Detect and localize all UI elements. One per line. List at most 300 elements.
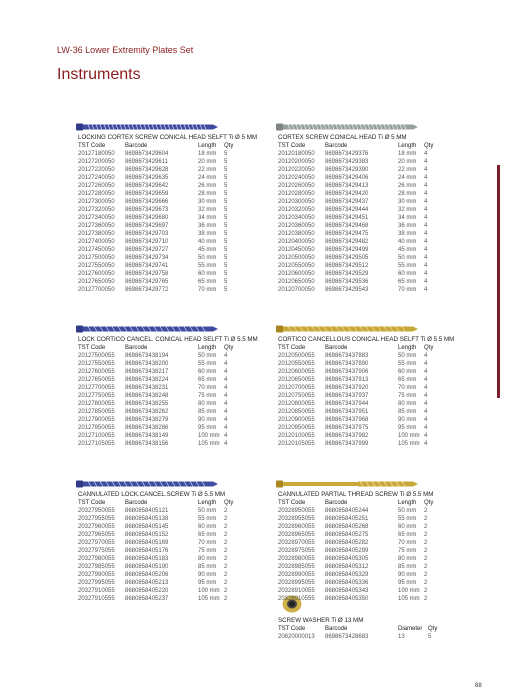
table-row	[78, 222, 257, 230]
cell-barcode: 8698673429611	[125, 159, 168, 165]
cell-length: 80 mm	[398, 401, 417, 407]
cell-length: 105 mm	[398, 441, 420, 447]
cell-barcode: 8698673429642	[125, 183, 169, 189]
cell-length: 50 mm	[398, 353, 417, 359]
table-row	[278, 158, 438, 166]
cell-tst-code: 20120550050	[278, 263, 315, 269]
catalog-set-title: LW-36 Lower Extremity Plates Set	[57, 45, 194, 55]
table-row	[78, 174, 257, 182]
cell-length: 60 mm	[398, 369, 417, 375]
cell-tst-code: 20328910555	[278, 596, 315, 602]
cell-qty: 4	[424, 417, 428, 423]
cell-qty: 2	[224, 564, 228, 570]
table-row	[78, 270, 257, 278]
cell-length: 90 mm	[398, 417, 417, 423]
cell-length: 85 mm	[398, 564, 417, 570]
cell-tst-code: 20328970055	[278, 540, 315, 546]
table-title: CORTEX SCREW CONICAL HEAD Ti Ø 5 MM	[278, 134, 407, 141]
cell-length: 105 mm	[198, 596, 220, 602]
cell-tst-code: 20120800055	[278, 401, 315, 407]
table-row	[278, 278, 438, 286]
cell-length: 20 mm	[198, 159, 217, 165]
cell-tst-code: 20127950055	[78, 425, 115, 431]
table-row	[278, 432, 454, 440]
cell-qty: 2	[224, 524, 228, 530]
cell-qty: 2	[224, 548, 228, 554]
cell-tst-code: 20820000013	[278, 634, 315, 640]
table-row	[278, 587, 438, 595]
table-row	[78, 384, 258, 392]
table-row	[78, 360, 258, 368]
cell-barcode: 8698673429543	[325, 287, 369, 293]
cell-qty: 2	[224, 508, 228, 514]
page-number: 88	[475, 683, 482, 689]
cell-tst-code: 20127550055	[78, 361, 115, 367]
table-row	[78, 507, 238, 515]
cell-qty: 5	[224, 279, 228, 285]
cell-tst-code: 20127450050	[78, 247, 115, 253]
cell-qty: 2	[224, 588, 228, 594]
section-title: Instruments	[57, 66, 141, 83]
table-body	[278, 352, 454, 448]
cell-length: 26 mm	[198, 183, 217, 189]
table-row	[278, 270, 438, 278]
cell-qty: 2	[424, 556, 428, 562]
cell-qty: 2	[424, 532, 428, 538]
cell-tst-code: 20120100055	[278, 433, 315, 439]
col-length: Length	[398, 143, 417, 149]
table-locking-cortex-screw	[78, 134, 257, 294]
cell-tst-code: 20127550050	[78, 263, 115, 269]
cell-qty: 4	[224, 361, 228, 367]
table-row	[278, 286, 438, 294]
cell-barcode: 8698673438194	[125, 353, 169, 359]
table-row	[278, 190, 438, 198]
cell-tst-code: 20120500055	[278, 353, 315, 359]
cell-tst-code: 20120105055	[278, 441, 315, 447]
table-row	[278, 384, 454, 392]
table-row	[278, 555, 438, 563]
cell-length: 70 mm	[198, 540, 217, 546]
cell-qty: 5	[224, 263, 228, 269]
table-row	[78, 563, 238, 571]
cell-qty: 2	[224, 532, 228, 538]
col-barcode: Barcode	[125, 345, 148, 351]
cell-length: 60 mm	[398, 524, 417, 530]
table-body	[78, 150, 257, 294]
cell-qty: 2	[224, 596, 228, 602]
cell-tst-code: 20120200050	[278, 159, 315, 165]
cell-length: 24 mm	[398, 175, 417, 181]
cell-barcode: 8680858405329	[325, 572, 369, 578]
table-row	[78, 214, 257, 222]
cell-barcode: 8680858405244	[325, 508, 369, 514]
cell-qty: 5	[224, 231, 228, 237]
table-row	[278, 230, 438, 238]
cell-barcode: 8698673429512	[325, 263, 369, 269]
cell-length: 50 mm	[398, 255, 417, 261]
cell-length: 105 mm	[198, 441, 220, 447]
cell-length: 85 mm	[198, 409, 217, 415]
table-row	[278, 238, 438, 246]
cell-length: 40 mm	[198, 239, 217, 245]
cell-barcode: 8680858405312	[325, 564, 369, 570]
cell-barcode: 8698673429772	[125, 287, 169, 293]
cell-tst-code: 20127850055	[78, 409, 115, 415]
cell-tst-code: 20127800055	[78, 401, 115, 407]
cell-qty: 4	[224, 425, 228, 431]
cell-tst-code: 20127300050	[78, 199, 115, 205]
cell-length: 28 mm	[398, 191, 417, 197]
table-row	[278, 222, 438, 230]
cell-tst-code: 20127600055	[78, 369, 115, 375]
col-tst-code: TST Code	[278, 500, 306, 506]
cannulated-lock-cancel-screw-image	[76, 480, 218, 488]
cell-qty: 2	[224, 556, 228, 562]
cell-barcode: 8698673429635	[125, 175, 169, 181]
cell-length: 75 mm	[198, 393, 217, 399]
cell-qty: 4	[424, 271, 428, 277]
cell-qty: 4	[424, 207, 428, 213]
cell-barcode: 8680858405190	[125, 564, 169, 570]
cell-barcode: 8698673437913	[325, 377, 369, 383]
table-body	[78, 507, 238, 603]
table-row	[278, 174, 438, 182]
table-header-row	[78, 142, 257, 150]
cell-length: 38 mm	[198, 231, 217, 237]
cell-qty: 4	[424, 223, 428, 229]
table-row	[78, 262, 257, 270]
table-row	[78, 368, 258, 376]
cell-qty: 4	[424, 247, 428, 253]
cell-length: 45 mm	[398, 247, 417, 253]
cell-qty: 4	[224, 369, 228, 375]
col-tst-code: TST Code	[278, 345, 306, 351]
table-row	[78, 440, 258, 448]
cell-qty: 4	[424, 231, 428, 237]
col-tst-code: TST Code	[278, 143, 306, 149]
table-row	[78, 150, 257, 158]
cell-tst-code: 20328975055	[278, 548, 315, 554]
cell-qty: 5	[224, 199, 228, 205]
cell-length: 80 mm	[198, 556, 217, 562]
cell-tst-code: 20328950055	[278, 508, 315, 514]
cell-qty: 5	[224, 287, 228, 293]
cell-tst-code: 20127500055	[78, 353, 115, 359]
cell-barcode: 8698673437968	[325, 417, 369, 423]
cell-length: 95 mm	[398, 425, 417, 431]
cell-qty: 5	[224, 271, 228, 277]
cell-length: 65 mm	[398, 279, 417, 285]
lock-cortico-cancel-screw-image	[76, 325, 218, 333]
table-header-row	[278, 344, 454, 352]
col-qty: Qty	[424, 143, 434, 149]
table-title: CANNULATED PARTIAL THREAD SCREW Ti Ø 5.5 MM	[278, 491, 434, 498]
cell-qty: 2	[424, 516, 428, 522]
cell-barcode: 8698673438224	[125, 377, 169, 383]
table-row	[78, 206, 257, 214]
cell-length: 70 mm	[398, 540, 417, 546]
cell-tst-code: 20327975055	[78, 548, 115, 554]
cell-barcode: 8698673437937	[325, 393, 369, 399]
table-row	[78, 531, 238, 539]
cell-length: 70 mm	[198, 385, 217, 391]
table-row	[78, 376, 258, 384]
cell-barcode: 8680858405275	[325, 532, 369, 538]
cell-tst-code: 20127200050	[78, 159, 115, 165]
cell-tst-code: 20328980055	[278, 556, 315, 562]
cell-qty: 4	[424, 215, 428, 221]
col-qty: Qty	[224, 345, 234, 351]
cell-qty: 4	[224, 409, 228, 415]
cell-diameter: 13	[398, 634, 405, 640]
cell-qty: 4	[424, 433, 428, 439]
cell-tst-code: 20327960055	[78, 524, 115, 530]
cell-tst-code: 20120600055	[278, 369, 315, 375]
cell-barcode: 8680858405206	[125, 572, 169, 578]
cell-qty: 2	[224, 580, 228, 586]
cell-length: 105 mm	[398, 596, 420, 602]
cell-length: 55 mm	[398, 516, 417, 522]
cell-qty: 4	[424, 385, 428, 391]
cell-tst-code: 20120450050	[278, 247, 315, 253]
cell-barcode: 8698673429420	[325, 191, 369, 197]
cell-barcode: 8698673438248	[125, 393, 169, 399]
cell-barcode: 8680858405152	[125, 532, 169, 538]
col-qty: Qty	[424, 500, 434, 506]
cell-qty: 4	[424, 393, 428, 399]
cell-barcode: 8698673429734	[125, 255, 169, 261]
table-row	[278, 150, 438, 158]
cell-length: 55 mm	[198, 516, 217, 522]
cell-qty: 4	[224, 401, 228, 407]
cell-tst-code: 20327990055	[78, 572, 115, 578]
cell-length: 50 mm	[198, 255, 217, 261]
table-row	[78, 182, 257, 190]
table-cannulated-partial-thread	[278, 491, 438, 603]
cell-tst-code: 20328960055	[278, 524, 315, 530]
cell-tst-code: 20120650055	[278, 377, 315, 383]
table-row	[278, 376, 454, 384]
cell-tst-code: 20127240050	[78, 175, 115, 181]
cell-barcode: 8698673429666	[125, 199, 169, 205]
cell-barcode: 8698673429529	[325, 271, 369, 277]
table-row	[78, 254, 257, 262]
cell-barcode: 8698673429376	[325, 151, 369, 157]
cell-barcode: 8680858405176	[125, 548, 169, 554]
cell-tst-code: 20120320050	[278, 207, 315, 213]
cell-qty: 2	[424, 508, 428, 514]
table-row	[278, 198, 438, 206]
cell-length: 28 mm	[198, 191, 217, 197]
cell-barcode: 8698673429758	[125, 271, 169, 277]
table-row	[78, 198, 257, 206]
cell-barcode: 8698673437951	[325, 409, 369, 415]
cell-length: 38 mm	[398, 231, 417, 237]
table-row	[78, 432, 258, 440]
col-diameter: Diameter	[398, 626, 423, 632]
table-body	[278, 633, 442, 641]
cell-tst-code: 20120900055	[278, 417, 315, 423]
cell-qty: 2	[424, 580, 428, 586]
cell-barcode: 8698673438217	[125, 369, 169, 375]
table-title: CORTICO CANCELLOUS CONICAL HEAD SELFT Ti Ø 5.5 MM	[278, 336, 455, 343]
table-row	[78, 595, 238, 603]
table-row	[278, 531, 438, 539]
cortico-cancellous-screw-image	[276, 325, 418, 333]
cell-barcode: 8680858405183	[125, 556, 169, 562]
cell-qty: 4	[424, 159, 428, 165]
table-row	[78, 408, 258, 416]
table-lock-cortico-cancel	[78, 336, 258, 448]
table-row	[78, 158, 257, 166]
cell-qty: 4	[424, 279, 428, 285]
cell-barcode: 8698673437999	[325, 441, 369, 447]
table-row	[278, 633, 442, 641]
cell-qty: 2	[224, 516, 228, 522]
cell-tst-code: 20127220050	[78, 167, 115, 173]
cell-qty: 4	[424, 353, 428, 359]
cell-barcode: 8698673438156	[125, 441, 169, 447]
table-row	[278, 563, 438, 571]
cell-qty: 5	[224, 151, 228, 157]
col-length: Length	[398, 345, 417, 351]
table-title: LOCKING CORTEX SCREW CONICAL HEAD SELFT Ti Ø 5 MM	[78, 134, 258, 141]
cell-tst-code: 20328955055	[278, 516, 315, 522]
table-row	[78, 579, 238, 587]
table-cortex-screw	[278, 134, 438, 294]
table-row	[78, 246, 257, 254]
cell-qty: 5	[224, 223, 228, 229]
cell-length: 20 mm	[398, 159, 417, 165]
table-row	[78, 539, 238, 547]
cell-barcode: 8698673429482	[325, 239, 369, 245]
cell-length: 75 mm	[198, 548, 217, 554]
cell-qty: 5	[224, 175, 228, 181]
cell-qty: 4	[224, 417, 228, 423]
cell-barcode: 8698673438200	[125, 361, 169, 367]
cell-barcode: 8698673438286	[125, 425, 169, 431]
table-title: SCREW WASHER Ti Ø 13 MM	[278, 617, 364, 624]
cell-barcode: 8698673438231	[125, 385, 169, 391]
col-barcode: Barcode	[125, 143, 148, 149]
col-barcode: Barcode	[325, 143, 348, 149]
cell-tst-code: 20327965055	[78, 532, 115, 538]
table-row	[78, 230, 257, 238]
cell-barcode: 8680858405343	[325, 588, 369, 594]
cell-length: 65 mm	[398, 532, 417, 538]
cell-tst-code: 20120500050	[278, 255, 315, 261]
cell-length: 36 mm	[198, 223, 217, 229]
cell-tst-code: 20120700050	[278, 287, 315, 293]
cell-qty: 2	[424, 596, 428, 602]
table-row	[278, 579, 438, 587]
cell-qty: 2	[224, 540, 228, 546]
table-row	[78, 571, 238, 579]
cell-qty: 4	[424, 239, 428, 245]
table-row	[278, 523, 438, 531]
cell-barcode: 8698673429390	[325, 167, 369, 173]
cell-tst-code: 20127650055	[78, 377, 115, 383]
table-row	[278, 408, 454, 416]
cell-tst-code: 20120550055	[278, 361, 315, 367]
cell-barcode: 8680858405336	[325, 580, 369, 586]
cell-length: 100 mm	[198, 588, 220, 594]
cell-length: 100 mm	[198, 433, 220, 439]
cell-tst-code: 20120340050	[278, 215, 315, 221]
cell-tst-code: 20127750055	[78, 393, 115, 399]
table-row	[278, 360, 454, 368]
cell-barcode: 8698673437920	[325, 385, 369, 391]
cell-qty: 5	[224, 159, 228, 165]
cell-tst-code: 20327995055	[78, 580, 115, 586]
table-title: LOCK CORTICO CANCEL. CONICAL HEAD SELFT Ti Ø 5.5 MM	[78, 336, 258, 343]
cell-barcode: 8698673429703	[125, 231, 169, 237]
cell-tst-code: 20327985055	[78, 564, 115, 570]
cell-length: 60 mm	[398, 271, 417, 277]
cell-barcode: 8698673429444	[325, 207, 369, 213]
table-row	[78, 392, 258, 400]
cell-barcode: 8698673429451	[325, 215, 369, 221]
cell-qty: 4	[424, 425, 428, 431]
cell-tst-code: 20120750055	[278, 393, 315, 399]
cell-length: 75 mm	[398, 548, 417, 554]
table-row	[278, 166, 438, 174]
cell-barcode: 8698673429659	[125, 191, 169, 197]
cell-barcode: 8698673429604	[125, 151, 169, 157]
cell-qty: 4	[424, 183, 428, 189]
col-tst-code: TST Code	[78, 500, 106, 506]
cell-length: 85 mm	[198, 564, 217, 570]
cell-qty: 4	[424, 255, 428, 261]
cell-tst-code: 20120650050	[278, 279, 315, 285]
cell-tst-code: 20127180050	[78, 151, 115, 157]
cell-length: 34 mm	[198, 215, 217, 221]
cell-length: 45 mm	[198, 247, 217, 253]
cell-tst-code: 20120600050	[278, 271, 315, 277]
table-row	[278, 515, 438, 523]
cell-barcode: 8698673429413	[325, 183, 369, 189]
cell-length: 65 mm	[198, 279, 217, 285]
cell-length: 34 mm	[398, 215, 417, 221]
table-screw-washer	[278, 617, 442, 641]
table-header-row	[78, 499, 238, 507]
col-length: Length	[198, 345, 217, 351]
col-barcode: Barcode	[325, 345, 348, 351]
cell-tst-code: 20127600050	[78, 271, 115, 277]
cell-barcode: 8698673438149	[125, 433, 169, 439]
cell-tst-code: 20327910555	[78, 596, 115, 602]
table-row	[278, 595, 438, 603]
cell-barcode: 8680858405169	[125, 540, 169, 546]
cell-length: 80 mm	[398, 556, 417, 562]
cell-qty: 5	[224, 167, 228, 173]
table-header-row	[278, 625, 442, 633]
col-qty: Qty	[428, 626, 438, 632]
cell-tst-code: 20327970055	[78, 540, 115, 546]
cell-length: 70 mm	[198, 287, 217, 293]
cell-length: 75 mm	[398, 393, 417, 399]
col-length: Length	[398, 500, 417, 506]
cell-qty: 2	[424, 524, 428, 530]
cell-barcode: 8698673438255	[125, 401, 169, 407]
cell-barcode: 8680858405350	[325, 596, 369, 602]
table-row	[78, 238, 257, 246]
table-row	[278, 182, 438, 190]
cell-tst-code: 20327955055	[78, 516, 115, 522]
cell-barcode: 8698673429437	[325, 199, 369, 205]
cell-tst-code: 20120300050	[278, 199, 315, 205]
